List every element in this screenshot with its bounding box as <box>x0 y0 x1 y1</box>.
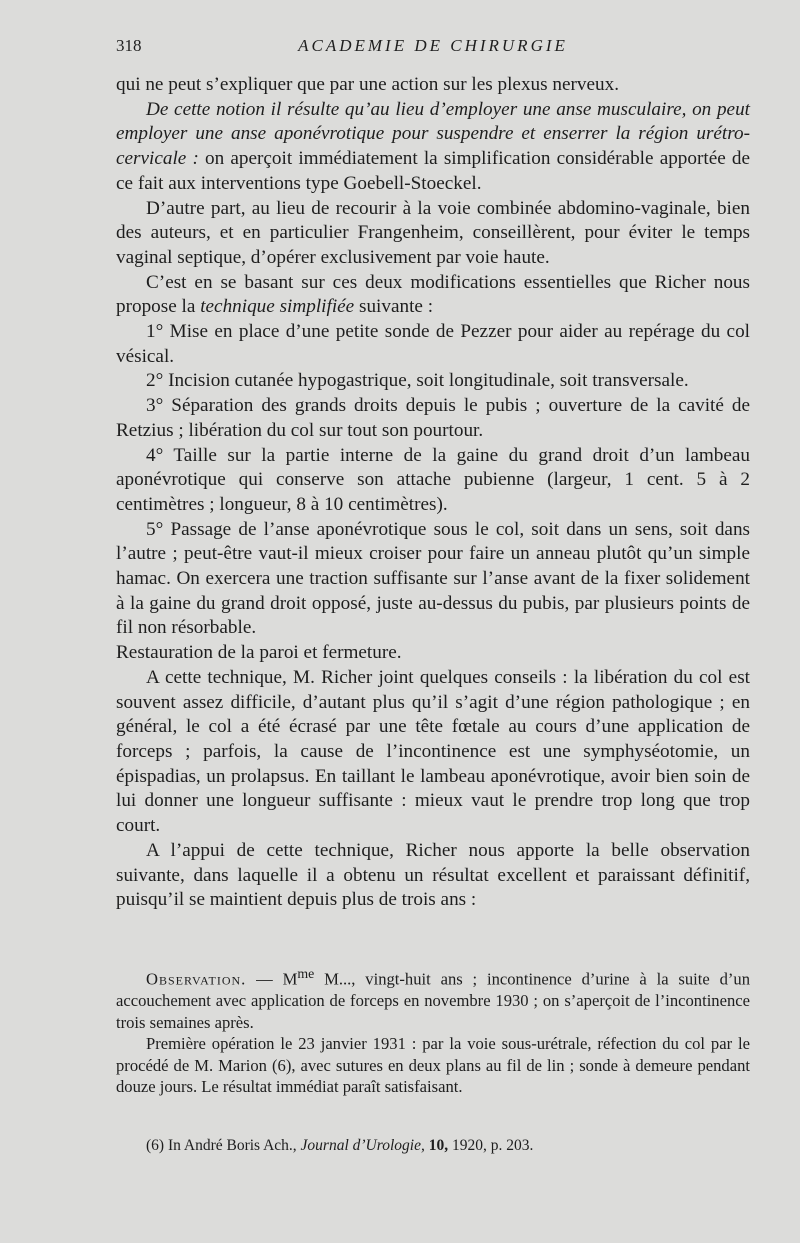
page-header <box>116 36 750 60</box>
list-item-continuation: Restauration de la paroi et fermeture. <box>116 642 402 664</box>
observation-block <box>116 963 750 1098</box>
superscript: me <box>297 966 315 981</box>
paragraph-text: C’est en se basant sur ces deux modifications essentielles que Richer nous propose la <box>116 271 750 318</box>
observation-paragraph <box>116 963 750 1033</box>
italic-text: technique simplifiée <box>200 296 355 318</box>
running-title: ACADEMIE DE CHIRURGIE <box>298 36 568 55</box>
footnote <box>146 1136 750 1156</box>
list-item: 4° Taille sur la partie interne de la gaine du grand droit d’un lambeau aponévrotique qui conserve son attache pubienne (largeur, 1 cent. 5 à 2 centimètres ; longueur, 8 à 10 centimètres). <box>116 444 750 515</box>
list-item: 2° Incision cutanée hypogastrique, soit longitudinale, soit transversale. <box>146 370 689 392</box>
observation-text: M..., vingt-huit ans ; incontinence d’urine à la suite d’un accouchement avec application de forceps en novembre 1930 ; on s’aperçoit de l’incontinence trois semaines après. <box>116 969 750 1032</box>
list-item: 5° Passage de l’anse aponévrotique sous le col, soit dans un sens, soit dans l’autre ; peut-être vaut-il mieux croiser pour faire un anneau plutôt qu’un simple hamac. On exercera une traction suffisante sur l’anse avant de la fixer solidement à la gaine du grand droit opposé, juste au-dessus du pubis, par plusieurs points de fil non résorbable. <box>116 518 750 639</box>
observation-text: — M <box>246 969 298 989</box>
footnote-journal: Journal d’Urologie, <box>300 1137 425 1154</box>
paragraph-text: on aperçoit immédiatement la simplification considérable apportée de ce fait aux interventions type Goebell-Stoeckel. <box>116 148 751 194</box>
list-item: 3° Séparation des grands droits depuis le pubis ; ouverture de la cavité de Retzius ; libération du col sur tout son pourtour. <box>116 395 750 441</box>
paragraph: A l’appui de cette technique, Richer nous apporte la belle observation suivante, dans laquelle il a obtenu un résultat excellent et paraissant définitif, puisqu’il se maintient depuis plus de trois ans : <box>116 839 750 911</box>
italic-text: De cette notion il résulte qu’au lieu d’employer une anse musculaire, on peut employer une anse aponévrotique pour suspendre et enserrer la région urétro-cervicale : <box>116 98 750 170</box>
footnote-text: 1920, p. 203. <box>451 1137 534 1154</box>
paragraph: qui ne peut s’expliquer que par une action sur les plexus nerveux. <box>116 74 619 95</box>
list-item: 1° Mise en place d’une petite sonde de Pezzer pour aider au repérage du col vésical. <box>116 321 750 367</box>
paragraph: D’autre part, au lieu de recourir à la voie combinée abdomino-vaginale, bien des auteurs, et en particulier Frangenheim, conseillèrent, pour éviter le temps vaginal septique, d’opérer exclusivement par voie haute. <box>116 197 750 268</box>
observation-paragraph: Première opération le 23 janvier 1931 : par la voie sous-urétrale, réfection du col par le procédé de M. Marion (6), avec sutures en deux plans au fil de lin ; sonde à demeure pendant douze jours. Le résultat immédiat paraît satisfaisant. <box>116 1034 750 1097</box>
main-text <box>116 73 750 913</box>
paragraph <box>116 271 750 320</box>
footnote-volume: 10, <box>428 1137 449 1154</box>
footnote-text: (6) In André Boris Ach., <box>146 1137 297 1154</box>
paragraph-text: suivante : <box>359 296 434 318</box>
paragraph: A cette technique, M. Richer joint quelques conseils : la libération du col est souvent assez difficile, d’autant plus qu’il s’agit d’une région pathologique ; en général, le col a été écrasé par une tête fœtale au cours d’une application de forceps ; parfois, la cause de l’incontinence est une symphyséotomie, un épispadias, un prolapsus. En taillant le lambeau aponévrotique, avoir bien soin de lui donner une longueur suffisante : mieux vaut le prendre trop long que trop court. <box>116 666 750 837</box>
observation-label: Observation. <box>146 969 247 989</box>
paragraph <box>116 98 750 197</box>
page-number: 318 <box>116 36 142 55</box>
